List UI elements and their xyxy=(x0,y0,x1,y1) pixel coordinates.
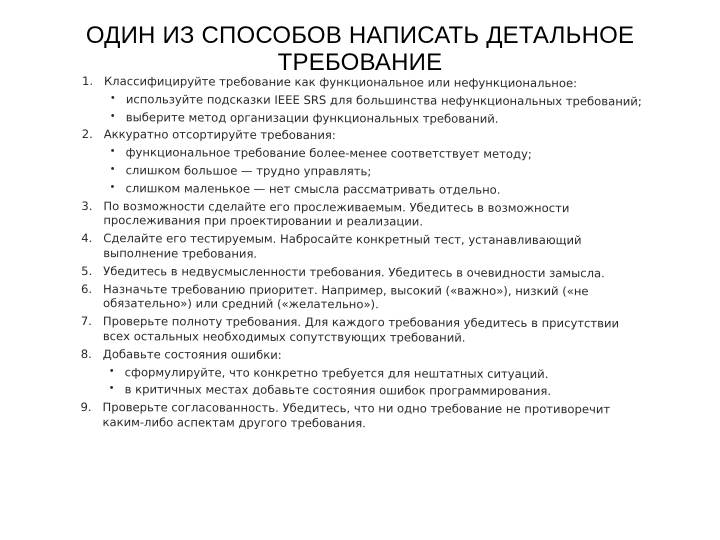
list-item xyxy=(80,400,640,432)
item-text: Классифицируйте требование как функциональное или нефункциональное: xyxy=(103,74,578,91)
item-text: Назначьте требованию приоритет. Например, высокий («важно»), низкий («не обязательно») или средний («желательно»). xyxy=(102,281,589,312)
item-text: Сделайте его тестируемым. Набросайте конкретный тест, устанавливающий выполнение требования. xyxy=(103,231,582,261)
sub-item-text: слишком большое — трудно управлять; xyxy=(125,163,372,179)
item-text: Аккуратно отсортируйте требования: xyxy=(103,127,336,143)
bullet-icon: • xyxy=(109,146,116,158)
list-item xyxy=(81,282,641,314)
sub-list-item xyxy=(104,145,642,162)
bullet-icon: • xyxy=(109,164,116,176)
sub-list-item xyxy=(104,110,642,127)
item-text: Добавьте состояния ошибки: xyxy=(102,346,282,362)
list-item xyxy=(81,347,641,400)
item-text: Убедитесь в недвусмысленности требования. Убедитесь в очевидности замысла. xyxy=(103,263,605,281)
item-number: 3. xyxy=(81,198,93,213)
item-number: 6. xyxy=(81,281,93,296)
sub-list xyxy=(103,365,641,400)
item-number: 4. xyxy=(81,231,93,246)
sub-list-item xyxy=(104,163,642,180)
sub-list-item xyxy=(104,92,642,109)
item-text: По возможности сделайте его прослеживаемым. Убедитесь в возможности прослеживания при проектировании и реализации. xyxy=(103,198,570,229)
sub-item-text: выберите метод организации функциональных требований. xyxy=(125,109,499,126)
bullet-icon: • xyxy=(108,365,115,377)
sub-list-item xyxy=(103,382,641,399)
sub-list-item xyxy=(103,365,641,382)
item-number: 5. xyxy=(81,263,93,278)
slide-title-line-2: ТРЕБОВАНИЕ xyxy=(277,49,443,76)
sub-list xyxy=(103,145,641,198)
bullet-icon: • xyxy=(109,181,116,193)
sub-item-text: слишком маленькое — нет смысла рассматривать отдельно. xyxy=(125,180,501,197)
item-number: 9. xyxy=(80,400,92,415)
list-item xyxy=(81,199,641,231)
sub-item-text: сформулируйте, что конкретно требуется для нештатных ситуаций. xyxy=(124,364,549,381)
item-number: 8. xyxy=(80,346,92,361)
list-item xyxy=(81,264,641,281)
sub-item-text: используйте подсказки IEEE SRS для большинства нефункциональных требований; xyxy=(125,91,642,109)
item-text: Проверьте полноту требования. Для каждого требования убедитесь в присутствии всех остальных необходимых сопутствующих требований. xyxy=(102,314,620,345)
list-item xyxy=(81,314,641,346)
slide-title-line-1: ОДИН ИЗ СПОСОБОВ НАПИСАТЬ ДЕТАЛЬНОЕ xyxy=(85,22,635,49)
sub-list-item xyxy=(103,181,641,198)
scanned-requirements-list xyxy=(80,74,642,435)
bullet-icon: • xyxy=(108,383,115,395)
sub-item-text: функциональное требование более-менее соответствует методу; xyxy=(125,145,532,162)
item-number: 2. xyxy=(81,127,93,142)
list-item xyxy=(81,127,641,198)
sub-list xyxy=(104,92,642,127)
list-item xyxy=(81,231,641,263)
item-text: Проверьте согласованность. Убедитесь, что ни одно требование не противоречит каким-либо аспектам другого требования. xyxy=(102,400,611,431)
item-number: 1. xyxy=(81,74,94,89)
item-number: 7. xyxy=(80,314,93,329)
bullet-icon: • xyxy=(109,92,116,104)
list-item xyxy=(82,74,642,127)
sub-item-text: в критичных местах добавьте состояния ошибок программирования. xyxy=(124,382,552,399)
slide-title xyxy=(0,22,720,76)
bullet-icon: • xyxy=(109,110,116,122)
